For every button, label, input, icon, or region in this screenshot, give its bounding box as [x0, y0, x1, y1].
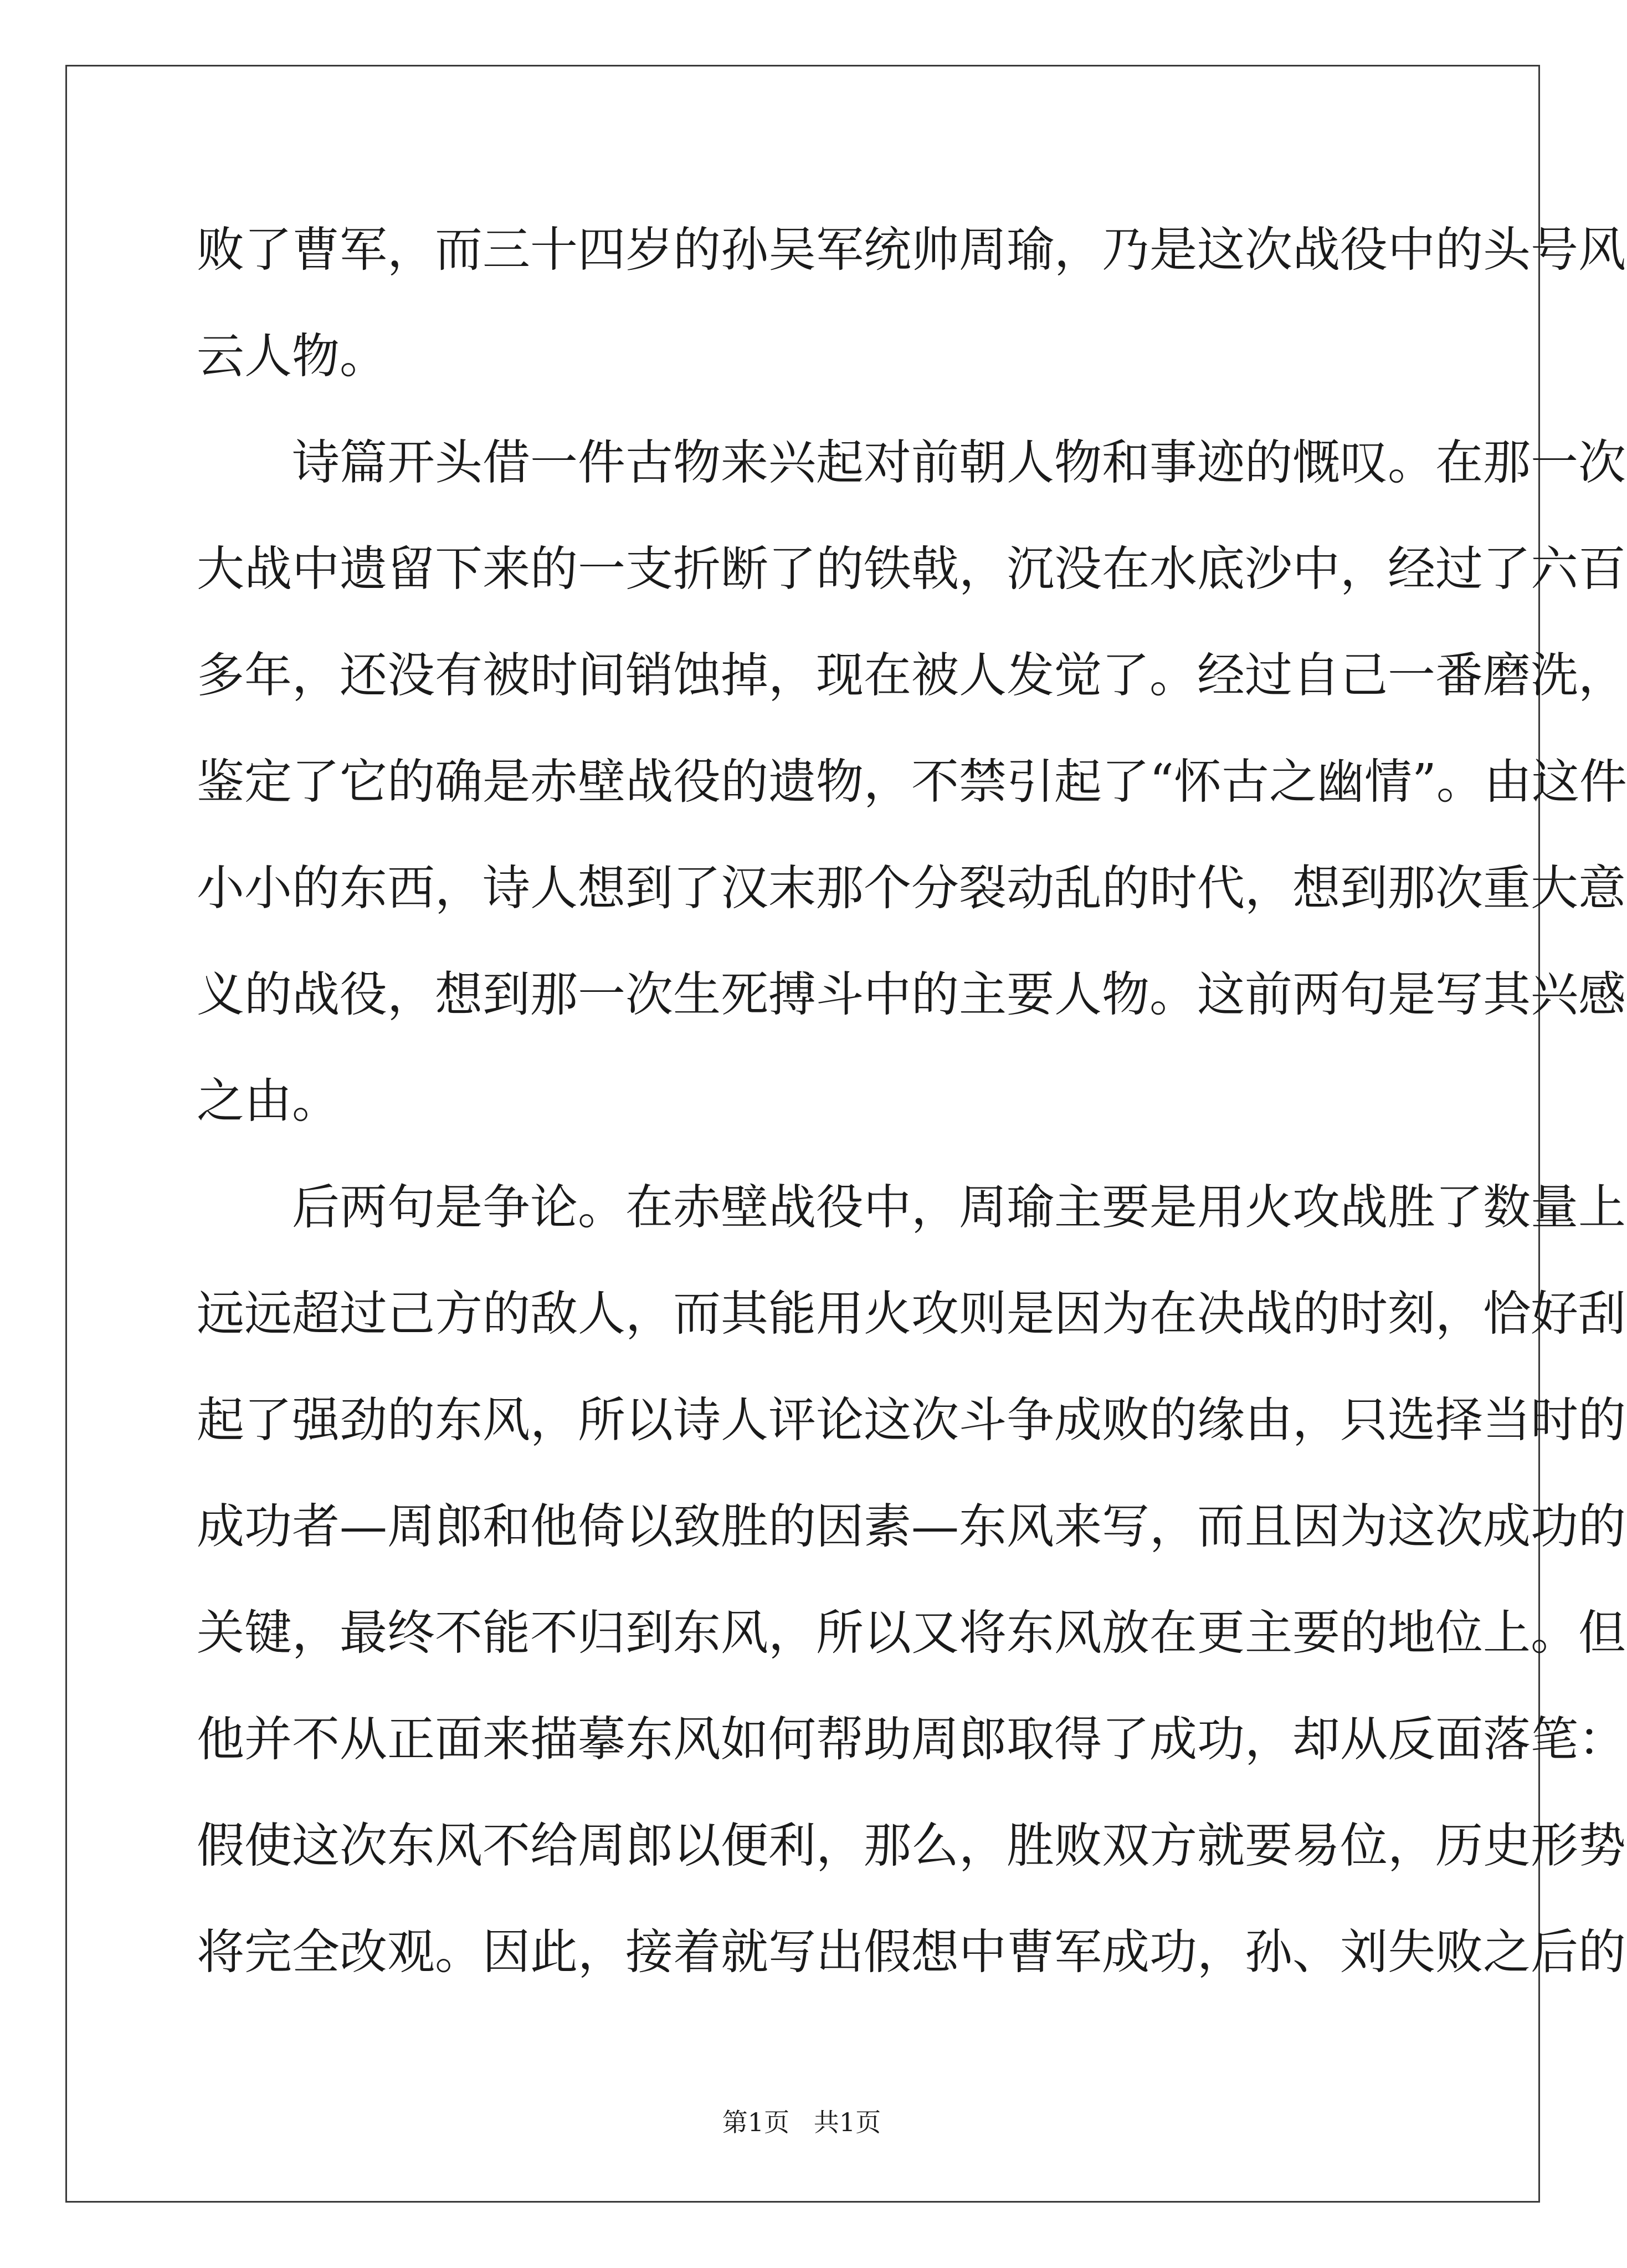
text-line: 起了强劲的东风，所以诗人评论这次斗争成败的缘由，只选择当时的 — [197, 1392, 1626, 1448]
text-line: 假使这次东风不给周郎以便利，那么，胜败双方就要易位，历史形势 — [197, 1818, 1626, 1873]
text-line: 之由。 — [197, 1073, 340, 1129]
text-line: 后两句是争论。在赤壁战役中，周瑜主要是用火攻战胜了数量上 — [292, 1180, 1626, 1235]
text-line: 关键，最终不能不归到东风，所以又将东风放在更主要的地位上。但 — [197, 1605, 1626, 1661]
text-line: 败了曹军，而三十四岁的孙吴军统帅周瑜，乃是这次战役中的头号风 — [197, 222, 1626, 278]
text-line: 他并不从正面来描摹东风如何帮助周郎取得了成功，却从反面落笔： — [197, 1712, 1626, 1767]
text-line: 大战中遗留下来的一支折断了的铁戟，沉没在水底沙中，经过了六百 — [197, 541, 1626, 597]
text-line: 成功者—周郎和他倚以致胜的因素—东风来写，而且因为这次成功的 — [197, 1499, 1626, 1554]
text-line: 诗篇开头借一件古物来兴起对前朝人物和事迹的慨叹。在那一次 — [292, 435, 1626, 490]
text-line: 云人物。 — [197, 329, 387, 384]
text-line: 小小的东西，诗人想到了汉末那个分裂动乱的时代，想到那次重大意 — [197, 861, 1626, 916]
text-line: 多年，还没有被时间销蚀掉，现在被人发觉了。经过自己一番磨洗， — [197, 648, 1626, 703]
text-line: 将完全改观。因此，接着就写出假想中曹军成功，孙、刘失败之后的 — [197, 1924, 1626, 1980]
text-line: 鉴定了它的确是赤壁战役的遗物，不禁引起了“怀古之幽情”。由这件 — [197, 754, 1627, 810]
text-line: 远远超过己方的敌人，而其能用火攻则是因为在决战的时刻，恰好刮 — [197, 1286, 1626, 1342]
page-footer: 第1页 共1页 — [722, 2107, 881, 2137]
body-text — [197, 197, 1627, 2005]
text-line: 义的战役，想到那一次生死搏斗中的主要人物。这前两句是写其兴感 — [197, 967, 1626, 1022]
